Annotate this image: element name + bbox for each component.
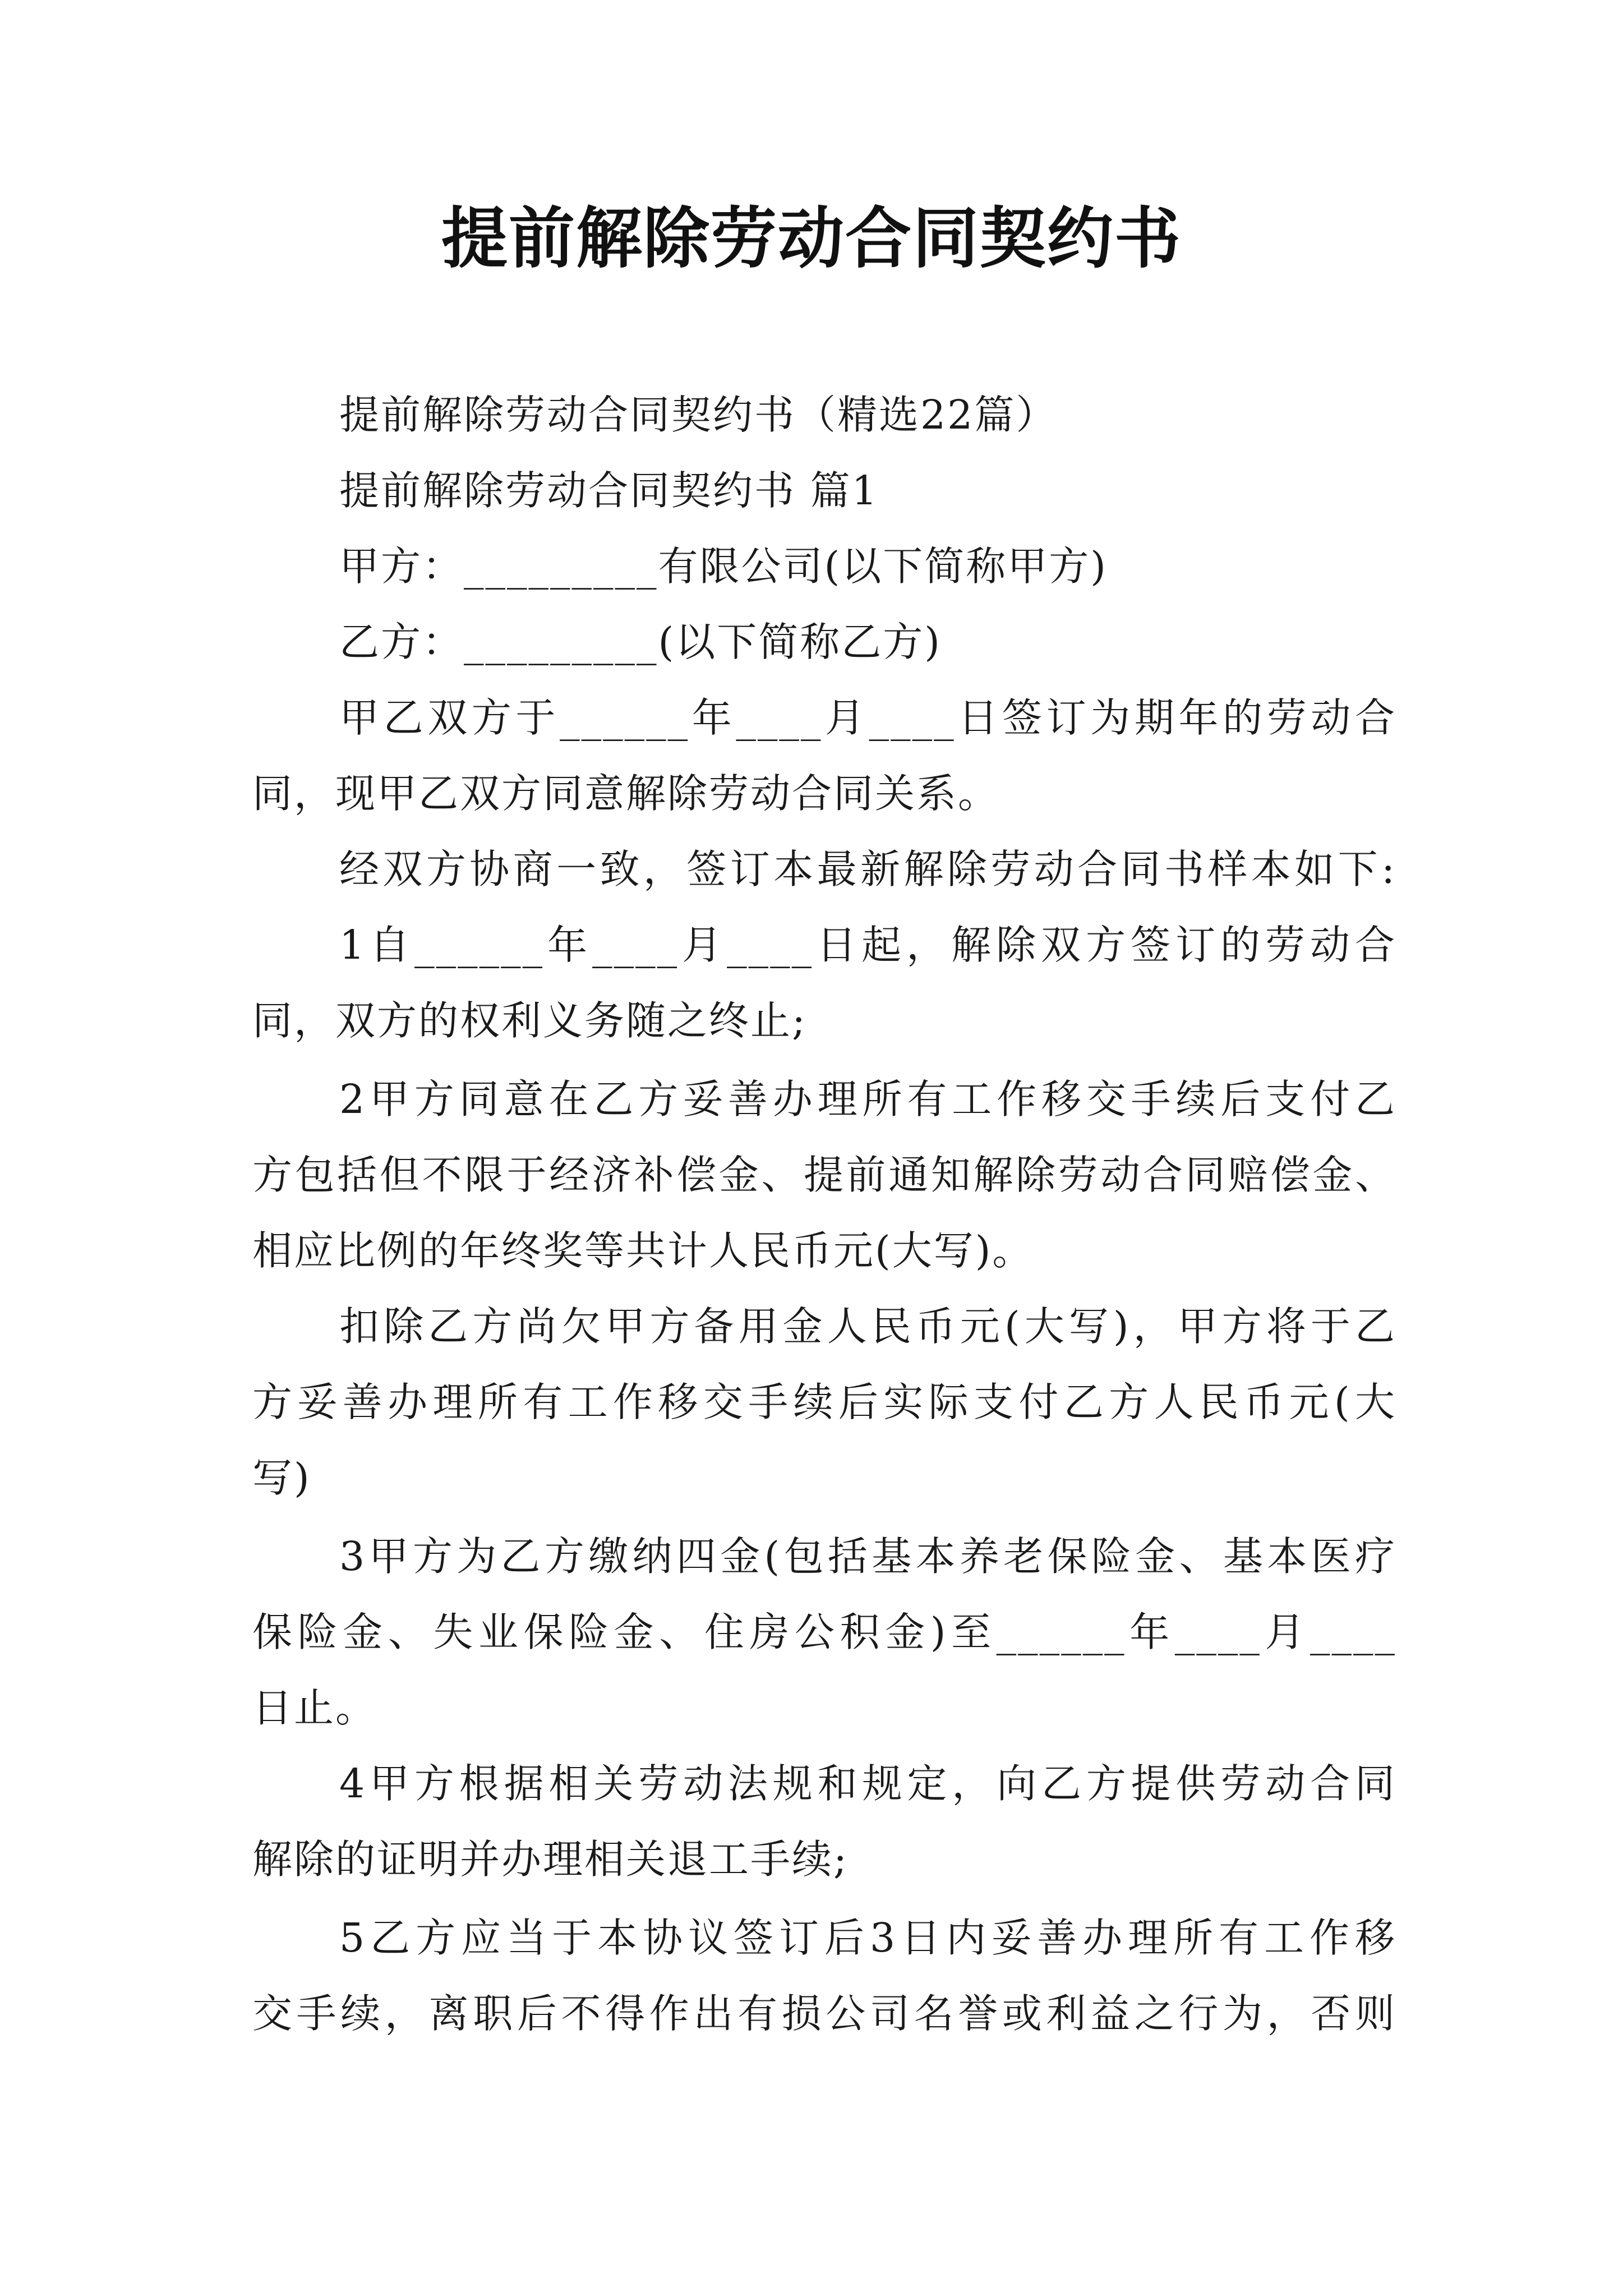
clause-5-line: 5乙方应当于本协议签订后3日内妥善办理所有工作移 [339,1915,1396,1961]
paragraph-line: 写) [252,1455,311,1501]
clause-3-line: 3甲方为乙方缴纳四金(包括基本养老保险金、基本医疗 [339,1533,1396,1580]
clause-2-line: 相应比例的年终奖等共计人民币元(大写)。 [252,1227,1034,1274]
clause-1-line: 同，双方的权利义务随之终止; [252,997,807,1044]
clause-4-line: 解除的证明并办理相关退工手续; [252,1836,849,1883]
clause-5-line: 交手续，离职后不得作出有损公司名誉或利益之行为，否则 [252,1990,1396,2037]
clause-3-line: 日止。 [252,1685,377,1731]
party-a-line: 甲方：_________有限公司(以下简称甲方) [339,543,1108,590]
clause-2-line: 2甲方同意在乙方妥善办理所有工作移交手续后支付乙 [339,1076,1396,1122]
paragraph-line: 同，现甲乙双方同意解除劳动合同关系。 [252,770,1000,817]
document-title: 提前解除劳动合同契约书 [441,200,1182,277]
paragraph-line: 扣除乙方尚欠甲方备用金人民币元(大写)，甲方将于乙 [339,1303,1396,1350]
paragraph-line: 经双方协商一致，签订本最新解除劳动合同书样本如下: [339,846,1396,892]
party-b-line: 乙方：_________(以下简称乙方) [339,619,942,665]
paragraph-line: 方妥善办理所有工作移交手续后实际支付乙方人民币元(大 [252,1379,1396,1425]
subtitle-line: 提前解除劳动合同契约书（精选22篇） [339,392,1058,438]
paragraph-line: 甲乙双方于______年____月____日签订为期年的劳动合 [339,694,1396,741]
clause-4-line: 4甲方根据相关劳动法规和规定，向乙方提供劳动合同 [339,1760,1396,1807]
clause-1-line: 1自______年____月____日起，解除双方签订的劳动合 [339,922,1396,968]
clause-2-line: 方包括但不限于经济补偿金、提前通知解除劳动合同赔偿金、 [252,1152,1396,1198]
clause-3-line: 保险金、失业保险金、住房公积金)至______年____月____ [252,1609,1396,1655]
section-heading: 提前解除劳动合同契约书 篇1 [339,467,879,514]
